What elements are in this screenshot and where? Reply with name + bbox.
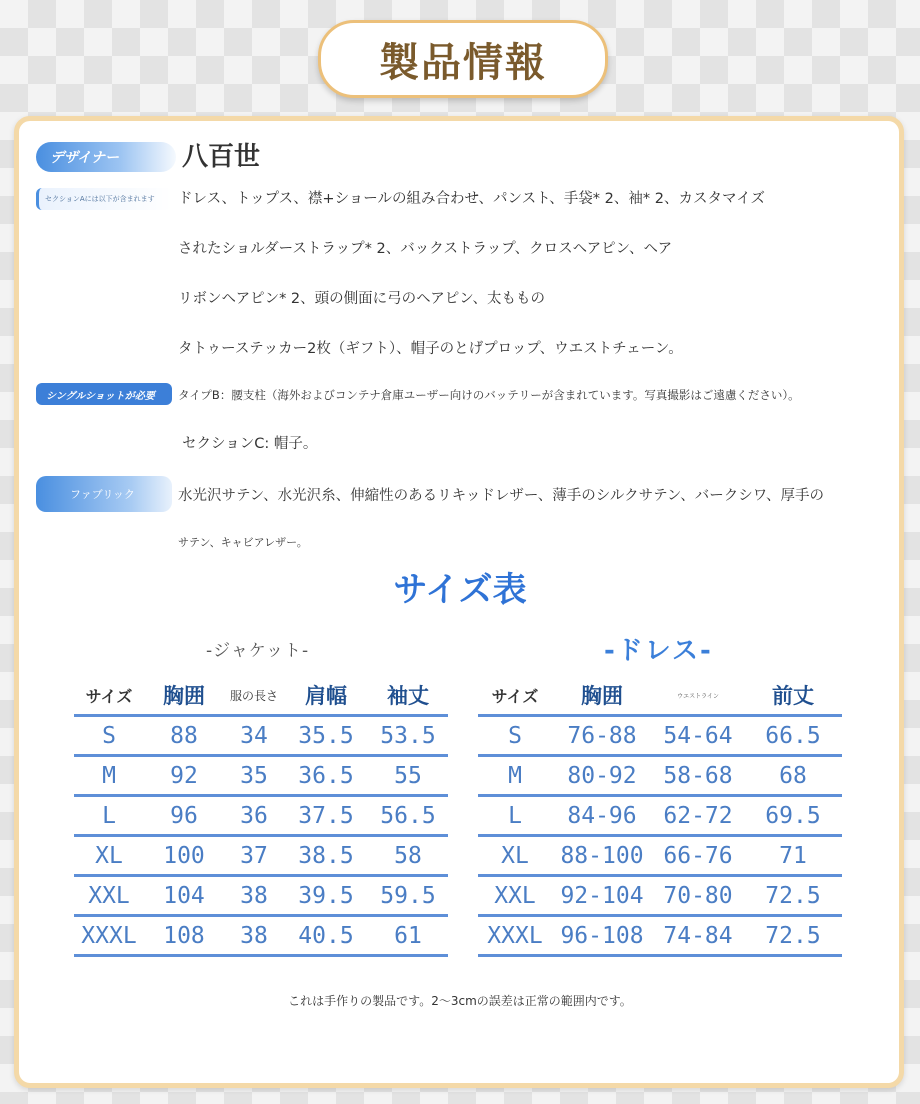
table-row [74,876,448,916]
table-row [74,796,448,836]
single-shot-label: シングルショットが必要 [36,383,172,405]
col-header: 袖丈 [368,676,448,716]
col-header: サイズ [74,676,144,716]
fabric-line: サテン、キャビアレザー。 [178,536,308,549]
table-cell: 34 [224,716,284,756]
table-cell: 38.5 [284,836,368,876]
section-a-line: タトゥーステッカー2枚（ギフト）、帽子のとげプロップ、ウエストチェーン。 [178,341,683,357]
jacket-size-table [74,676,448,957]
table-cell: 37 [224,836,284,876]
table-cell: L [478,796,552,836]
table-header-row [74,676,448,716]
table-cell: XXXL [74,916,144,956]
table-cell: S [478,716,552,756]
table-cell: XL [478,836,552,876]
table-cell: 56.5 [368,796,448,836]
table-cell: 35.5 [284,716,368,756]
table-cell: 70-80 [652,876,744,916]
section-a-line: されたショルダーストラップ* 2、バックストラップ、クロスヘアピン、ヘア [178,241,673,257]
col-header: サイズ [478,676,552,716]
table-row [74,716,448,756]
table-cell: 100 [144,836,224,876]
table-row [478,916,842,956]
col-header: ウエストライン [652,676,744,716]
table-cell: 58 [368,836,448,876]
table-cell: 54-64 [652,716,744,756]
section-a-label: セクションAには以下が含まれます [36,188,172,210]
table-cell: L [74,796,144,836]
table-cell: XL [74,836,144,876]
table-cell: 53.5 [368,716,448,756]
table-cell: 37.5 [284,796,368,836]
section-a-line: ドレス、トップス、襟+ショールの組み合わせ、パンスト、手袋* 2、袖* 2、カスタマイズ [178,191,766,207]
table-cell: M [74,756,144,796]
table-cell: 58-68 [652,756,744,796]
table-cell: S [74,716,144,756]
table-header-row [478,676,842,716]
table-cell: 84-96 [552,796,652,836]
table-cell: 92-104 [552,876,652,916]
table-cell: 62-72 [652,796,744,836]
table-cell: 96 [144,796,224,836]
size-chart-title: サイズ表 [393,570,527,610]
table-cell: 55 [368,756,448,796]
jacket-title: -ジャケット- [206,641,310,661]
dress-size-table [478,676,842,957]
col-header: 服の長さ [224,676,284,716]
col-header: 胸囲 [552,676,652,716]
fabric-line: 水光沢サテン、水光沢糸、伸縮性のあるリキッドレザー、薄手のシルクサテン、バークシワ、厚手の [178,488,825,504]
table-row [478,716,842,756]
table-cell: 76-88 [552,716,652,756]
col-header: 胸囲 [144,676,224,716]
table-row [478,756,842,796]
table-cell: 38 [224,876,284,916]
table-cell: 92 [144,756,224,796]
table-row [478,796,842,836]
table-row [478,876,842,916]
table-cell: 72.5 [744,876,842,916]
table-cell: XXXL [478,916,552,956]
table-row [74,756,448,796]
table-cell: 36.5 [284,756,368,796]
table-cell: 66.5 [744,716,842,756]
designer-name: 八百世 [182,142,261,172]
table-cell: XXL [74,876,144,916]
single-shot-line: セクションC: 帽子。 [182,436,318,452]
table-cell: 88 [144,716,224,756]
table-cell: 59.5 [368,876,448,916]
table-cell: 35 [224,756,284,796]
table-row [74,836,448,876]
table-cell: 108 [144,916,224,956]
title-banner [318,20,608,98]
table-cell: 38 [224,916,284,956]
table-cell: XXL [478,876,552,916]
table-cell: 40.5 [284,916,368,956]
section-a-line: リボンヘアピン* 2、頭の側面に弓のヘアピン、太ももの [178,291,546,307]
designer-label: デザイナー [36,142,176,172]
page-title: 製品情報 [379,39,547,86]
table-cell: 80-92 [552,756,652,796]
table-cell: 88-100 [552,836,652,876]
table-cell: 71 [744,836,842,876]
col-header: 肩幅 [284,676,368,716]
table-cell: 104 [144,876,224,916]
table-row [478,836,842,876]
table-row [74,916,448,956]
table-cell: M [478,756,552,796]
table-cell: 74-84 [652,916,744,956]
table-cell: 68 [744,756,842,796]
col-header: 前丈 [744,676,842,716]
table-cell: 61 [368,916,448,956]
single-shot-line: タイプB：腰支柱（海外およびコンテナ倉庫ユーザー向けのバッテリーが含まれています。写真撮影はご遠慮ください）。 [178,388,800,402]
table-cell: 69.5 [744,796,842,836]
table-cell: 36 [224,796,284,836]
fabric-label: ファブリック [36,476,172,512]
table-cell: 72.5 [744,916,842,956]
dress-title: -ドレス- [604,636,713,666]
handmade-note: これは手作りの製品です。2〜3cmの誤差は正常の範囲内です。 [288,994,632,1008]
table-cell: 96-108 [552,916,652,956]
table-cell: 66-76 [652,836,744,876]
table-cell: 39.5 [284,876,368,916]
